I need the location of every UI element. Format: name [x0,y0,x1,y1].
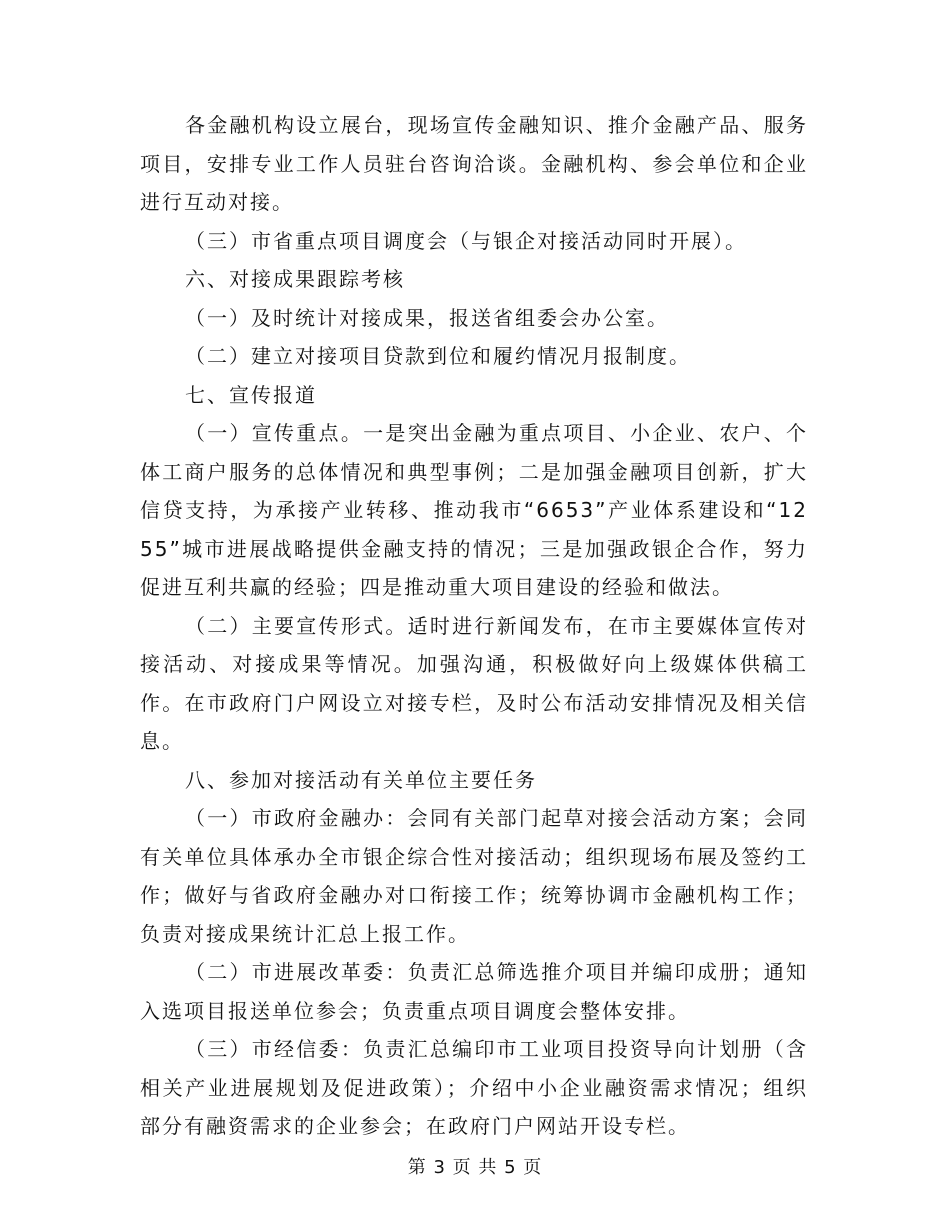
paragraph-task-finance-office: （一）市政府金融办：会同有关部门起草对接会活动方案；会同有关单位具体承办全市银企综合性对接活动；组织现场布展及签约工作；做好与省政府金融办对口衔接工作；统筹协调市金融机构工作；负责对接成果统计汇总上报工作。 [140,806,808,946]
paragraph-tracking-2: （二）建立对接项目贷款到位和履约情况月报制度。 [185,344,691,368]
page-number-footer: 第 3 页 共 5 页 [407,1157,543,1178]
paragraph-tracking-1: （一）及时统计对接成果，报送省组委会办公室。 [185,305,669,330]
paragraph-task-economic-commission: （三）市经信委：负责汇总编印市工业项目投资导向计划册（含相关产业进展规划及促进政策）；介绍中小企业融资需求情况；组织部分有融资需求的企业参会；在政府门户网站开设专栏。 [140,1037,808,1138]
section-heading-tasks: 八、参加对接活动有关单位主要任务 [185,767,537,792]
paragraph-publicity-forms: （二）主要宣传形式。适时进行新闻发布，在市主要媒体宣传对接活动、对接成果等情况。加强沟通，积极做好向上级媒体供稿工作。在市政府门户网设立对接专栏，及时公布活动安排情况及相关信息。 [140,613,808,753]
paragraph-key-project-meeting: （三）市省重点项目调度会（与银企对接活动同时开展）。 [185,228,747,253]
paragraph-publicity-focus: （一）宣传重点。一是突出金融为重点项目、小企业、农户、个体工商户服务的总体情况和典型事例；二是加强金融项目创新，扩大信贷支持，为承接产业转移、推动我市“6653”产业体系建设和“1255”城市进展战略提供金融支持的情况；三是加强政银企合作，努力促进互利共赢的经验；四是推动重大项目建设的经验和做法。 [140,421,808,599]
paragraph-task-development-commission: （二）市进展改革委：负责汇总筛选推介项目并编印成册；通知入选项目报送单位参会；负责重点项目调度会整体安排。 [140,960,808,1023]
section-heading-tracking: 六、对接成果跟踪考核 [185,267,405,291]
document-body [140,106,808,1146]
paragraph-booth-exhibition: 各金融机构设立展台，现场宣传金融知识、推介金融产品、服务项目，安排专业工作人员驻台咨询洽谈。金融机构、参会单位和企业进行互动对接。 [140,113,808,214]
section-heading-publicity: 七、宣传报道 [185,382,317,407]
